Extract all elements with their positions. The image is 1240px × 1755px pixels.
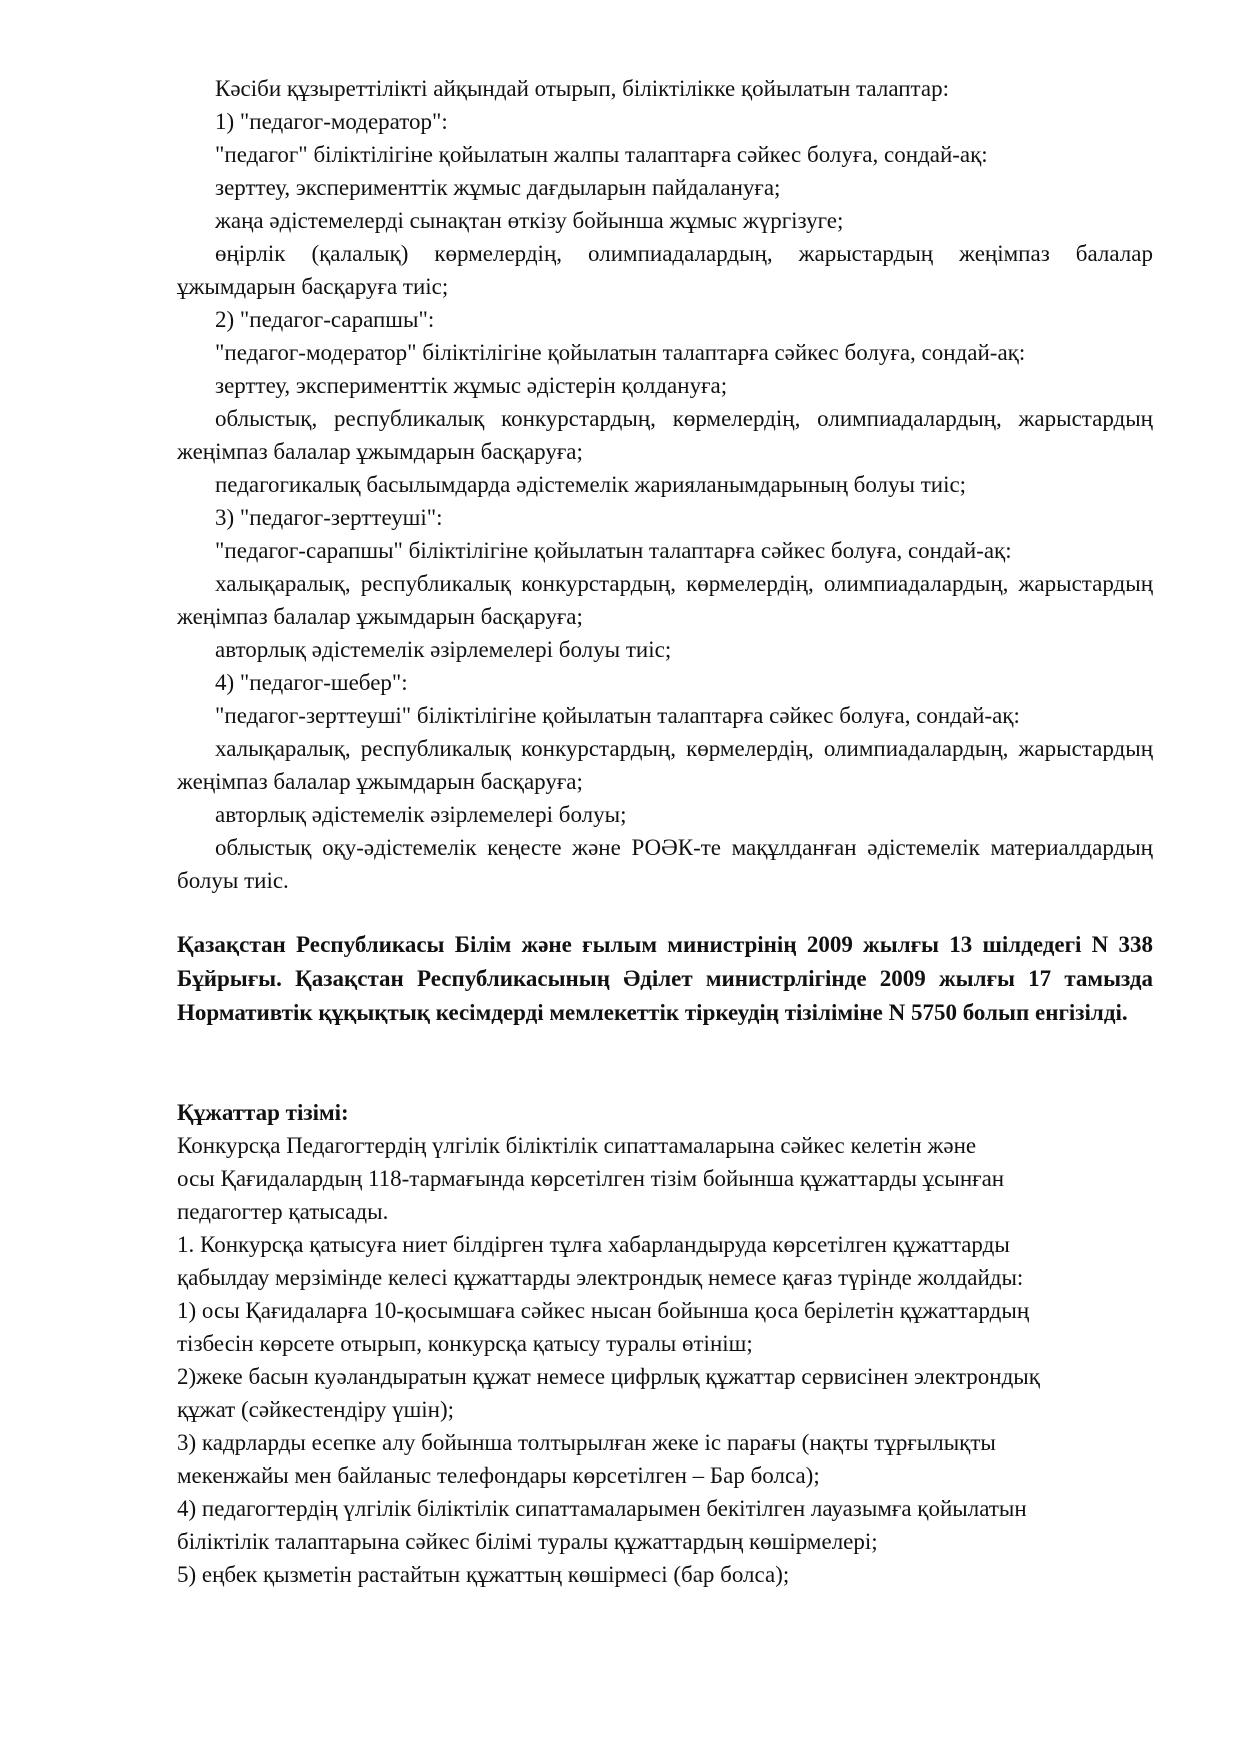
documents-line: қабылдау мерзімінде келесі құжаттарды электрондық немесе қағаз түрінде жолдайды: <box>177 1265 1024 1290</box>
requirement-paragraph: халықаралық, республикалық конкурстардың, көрмелердің, олимпиадалардың, жарыстардың жеңімпаз балалар ұжымдарын басқаруға; <box>177 571 1153 629</box>
requirement-paragraph: авторлық әдістемелік әзірлемелері болуы тиіс; <box>215 637 672 662</box>
documents-line: тізбесін көрсете отырып, конкурсқа қатысу туралы өтініш; <box>177 1331 753 1356</box>
requirement-paragraph: зерттеу, эксперименттік жұмыс әдістерін қолдануға; <box>215 373 728 398</box>
documents-line: 2)жеке басын куәландыратын құжат немесе цифрлық құжаттар сервисінен электрондық <box>177 1364 1040 1389</box>
requirement-paragraph: 3) "педагог-зерттеуші": <box>215 505 443 530</box>
requirement-paragraph: халықаралық, республикалық конкурстардың, көрмелердің, олимпиадалардың, жарыстардың жеңімпаз балалар ұжымдарын басқаруға; <box>177 736 1153 794</box>
documents-line: құжат (сәйкестендіру үшін); <box>177 1397 455 1422</box>
requirement-paragraph: облыстық оқу-әдістемелік кеңесте және РОӘК-те мақұлданған әдістемелік материалдардың болуы тиіс. <box>177 835 1153 893</box>
documents-line: мекенжайы мен байланыс телефондары көрсетілген – Бар болса); <box>177 1463 820 1488</box>
qualification-requirements <box>177 72 1153 897</box>
documents-line: 4) педагогтердің үлгілік біліктілік сипаттамаларымен бекітілген лауазымға қойылатын <box>177 1496 1027 1521</box>
requirement-paragraph: зерттеу, эксперименттік жұмыс дағдыларын пайдалануға; <box>215 175 781 200</box>
documents-list <box>177 1096 1153 1591</box>
requirement-paragraph: жаңа әдістемелерді сынақтан өткізу бойынша жұмыс жүргізуге; <box>215 208 844 233</box>
documents-line: 1. Конкурсқа қатысуға ниет білдірген тұлға хабарландыруда көрсетілген құжаттарды <box>177 1232 1010 1257</box>
requirement-paragraph: өңірлік (қалалық) көрмелердің, олимпиадалардың, жарыстардың жеңімпаз балалар ұжымдарын басқаруға тиіс; <box>177 241 1153 299</box>
requirement-paragraph: 2) "педагог-сарапшы": <box>215 307 435 332</box>
documents-line: 5) еңбек қызметін растайтын құжаттың көшірмесі (бар болса); <box>177 1562 790 1587</box>
requirement-paragraph: авторлық әдістемелік әзірлемелері болуы; <box>215 802 627 827</box>
requirement-paragraph: "педагог" біліктілігіне қойылатын жалпы талаптарға сәйкес болуға, сондай-ақ: <box>215 142 988 167</box>
documents-line: 1) осы Қағидаларға 10-қосымшаға сәйкес нысан бойынша қоса берілетін құжаттардың <box>177 1298 1030 1323</box>
documents-line: Конкурсқа Педагогтердің үлгілік біліктілік сипаттамаларына сәйкес келетін және <box>177 1133 977 1158</box>
documents-title: Құжаттар тізімі: <box>177 1100 349 1125</box>
requirement-paragraph: "педагог-сарапшы" біліктілігіне қойылатын талаптарға сәйкес болуға, сондай-ақ: <box>215 538 1012 563</box>
documents-line: біліктілік талаптарына сәйкес білімі туралы құжаттардың көшірмелері; <box>177 1529 878 1554</box>
requirement-paragraph: облыстық, республикалық конкурстардың, көрмелердің, олимпиадалардың, жарыстардың жеңімпаз балалар ұжымдарын басқаруға; <box>177 406 1153 464</box>
documents-line: осы Қағидалардың 118-тармағында көрсетілген тізім бойынша құжаттарды ұсынған <box>177 1166 1005 1191</box>
documents-line: 3) кадрларды есепке алу бойынша толтырылған жеке іс парағы (нақты тұрғылықты <box>177 1430 996 1455</box>
requirement-paragraph: "педагог-модератор" біліктілігіне қойылатын талаптарға сәйкес болуға, сондай-ақ: <box>215 340 1026 365</box>
requirements-intro: Кәсіби құзыреттілікті айқындай отырып, біліктілікке қойылатын талаптар: <box>215 76 949 101</box>
requirement-paragraph: педагогикалық басылымдарда әдістемелік жарияланымдарының болуы тиіс; <box>215 472 967 497</box>
documents-line: педагогтер қатысады. <box>177 1199 389 1224</box>
ministry-order-note: Қазақстан Республикасы Білім және ғылым министрінің 2009 жылғы 13 шілдедегі N 338 Бұйрығы. Қазақстан Республикасының Әділет министрлігінде 2009 жылғы 17 тамызда Нормативтік құқықтық кесімдерді мемлекеттік тіркеудің тізіліміне N 5750 болып енгізілді. <box>177 932 1153 1025</box>
requirement-paragraph: 1) "педагог-модератор": <box>215 109 448 134</box>
requirement-paragraph: "педагог-зерттеуші" біліктілігіне қойылатын талаптарға сәйкес болуға, сондай-ақ: <box>215 703 1020 728</box>
requirement-paragraph: 4) "педагог-шебер": <box>215 670 408 695</box>
